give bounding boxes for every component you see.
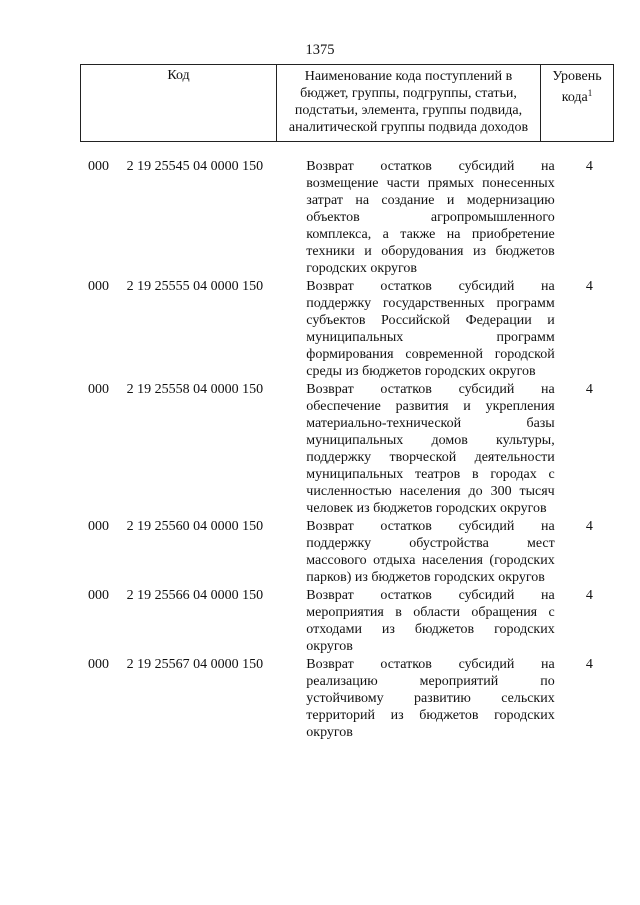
income-name-line: субъектов Российской Федерации и	[306, 313, 555, 328]
table-header	[80, 64, 614, 142]
income-name-line: территорий из бюджетов городских	[306, 708, 555, 723]
income-name-line: комплекса, а также на приобретение	[306, 227, 555, 242]
income-name-line: численностью населения до 300 тысяч	[306, 484, 555, 499]
income-name-line: муниципальных домов культуры,	[306, 433, 555, 448]
income-name-line: реализацию мероприятий по	[306, 674, 555, 689]
admin-code: 000	[88, 382, 109, 397]
income-name-line: округов	[306, 639, 353, 654]
header-name-line: Наименование кода поступлений в	[304, 69, 513, 84]
admin-code: 000	[88, 159, 109, 174]
header-name-line: бюджет, группы, подгруппы, статьи,	[300, 86, 517, 101]
income-name-line: мероприятия в области обращения с	[306, 605, 555, 620]
income-name-line: муниципальных программ	[306, 330, 555, 345]
income-name-line: массового отдыха населения (городских	[306, 553, 555, 568]
income-name-line: формирования современной городской	[306, 347, 555, 362]
header-code: Код	[80, 65, 277, 141]
income-code: 2 19 25566 04 0000 150	[126, 588, 264, 603]
income-name-line: муниципальных театров в городах с	[306, 467, 555, 482]
code-level: 4	[585, 159, 593, 174]
income-code: 2 19 25560 04 0000 150	[126, 519, 264, 534]
table-row	[80, 656, 614, 741]
income-name	[306, 656, 554, 741]
admin-code: 000	[88, 519, 109, 534]
income-name-line: устойчивому развитию сельских	[306, 691, 555, 706]
header-level-line	[543, 85, 611, 106]
income-name-line: затрат на создание и модернизацию	[306, 193, 555, 208]
code-level: 4	[585, 657, 593, 672]
income-name-line: парков) из бюджетов городских округов	[306, 570, 545, 585]
admin-code: 000	[88, 657, 109, 672]
income-name	[306, 587, 554, 655]
income-name-line: отходами из бюджетов городских	[306, 622, 555, 637]
income-name-line: возмещение части прямых понесенных	[306, 176, 555, 191]
income-name	[306, 381, 554, 517]
admin-code: 000	[88, 588, 109, 603]
income-name-line: округов	[306, 725, 353, 740]
code-level: 4	[585, 382, 593, 397]
income-name-line: Возврат остатков субсидий на	[306, 657, 555, 672]
income-name-line: среды из бюджетов городских округов	[306, 364, 536, 379]
income-name	[306, 518, 554, 586]
header-name	[277, 65, 541, 141]
income-name-line: Возврат остатков субсидий на	[306, 279, 555, 294]
income-name-line: поддержку обустройства мест	[306, 536, 555, 551]
header-level-line: Уровень	[552, 69, 602, 84]
income-name-line: поддержку государственных программ	[306, 296, 555, 311]
income-name-line: Возврат остатков субсидий на	[306, 519, 555, 534]
income-name-line: Возврат остатков субсидий на	[306, 588, 555, 603]
income-codes-table	[80, 64, 614, 142]
income-name-line: техники и оборудования из бюджетов	[306, 244, 555, 259]
header-level-word: кода	[561, 90, 588, 105]
table-row	[80, 278, 614, 380]
income-name-line: Возврат остатков субсидий на	[306, 159, 555, 174]
footnote-marker: 1	[587, 88, 593, 98]
code-level: 4	[585, 279, 593, 294]
income-name-line: объектов агропромышленного	[306, 210, 555, 225]
code-level: 4	[585, 588, 593, 603]
income-code: 2 19 25558 04 0000 150	[126, 382, 264, 397]
header-name-line: подстатьи, элемента, группы подвида,	[294, 103, 523, 118]
income-name-line: поддержку творческой деятельности	[306, 450, 555, 465]
income-name-line: материально-технической базы	[306, 416, 555, 431]
income-name	[306, 278, 554, 380]
page-number: 1375	[305, 42, 335, 58]
income-code: 2 19 25555 04 0000 150	[126, 279, 264, 294]
income-name-line: городских округов	[306, 261, 418, 276]
table-row	[80, 158, 614, 277]
income-name	[306, 158, 554, 277]
table-row	[80, 518, 614, 586]
table-row	[80, 587, 614, 655]
header-level	[541, 65, 614, 141]
income-code: 2 19 25545 04 0000 150	[126, 159, 264, 174]
income-name-line: человек из бюджетов городских округов	[306, 501, 547, 516]
admin-code: 000	[88, 279, 109, 294]
table-row	[80, 381, 614, 517]
code-level: 4	[585, 519, 593, 534]
income-name-line: Возврат остатков субсидий на	[306, 382, 555, 397]
income-code: 2 19 25567 04 0000 150	[126, 657, 264, 672]
header-name-line: аналитической группы подвида доходов	[288, 120, 529, 135]
income-name-line: обеспечение развития и укрепления	[306, 399, 555, 414]
